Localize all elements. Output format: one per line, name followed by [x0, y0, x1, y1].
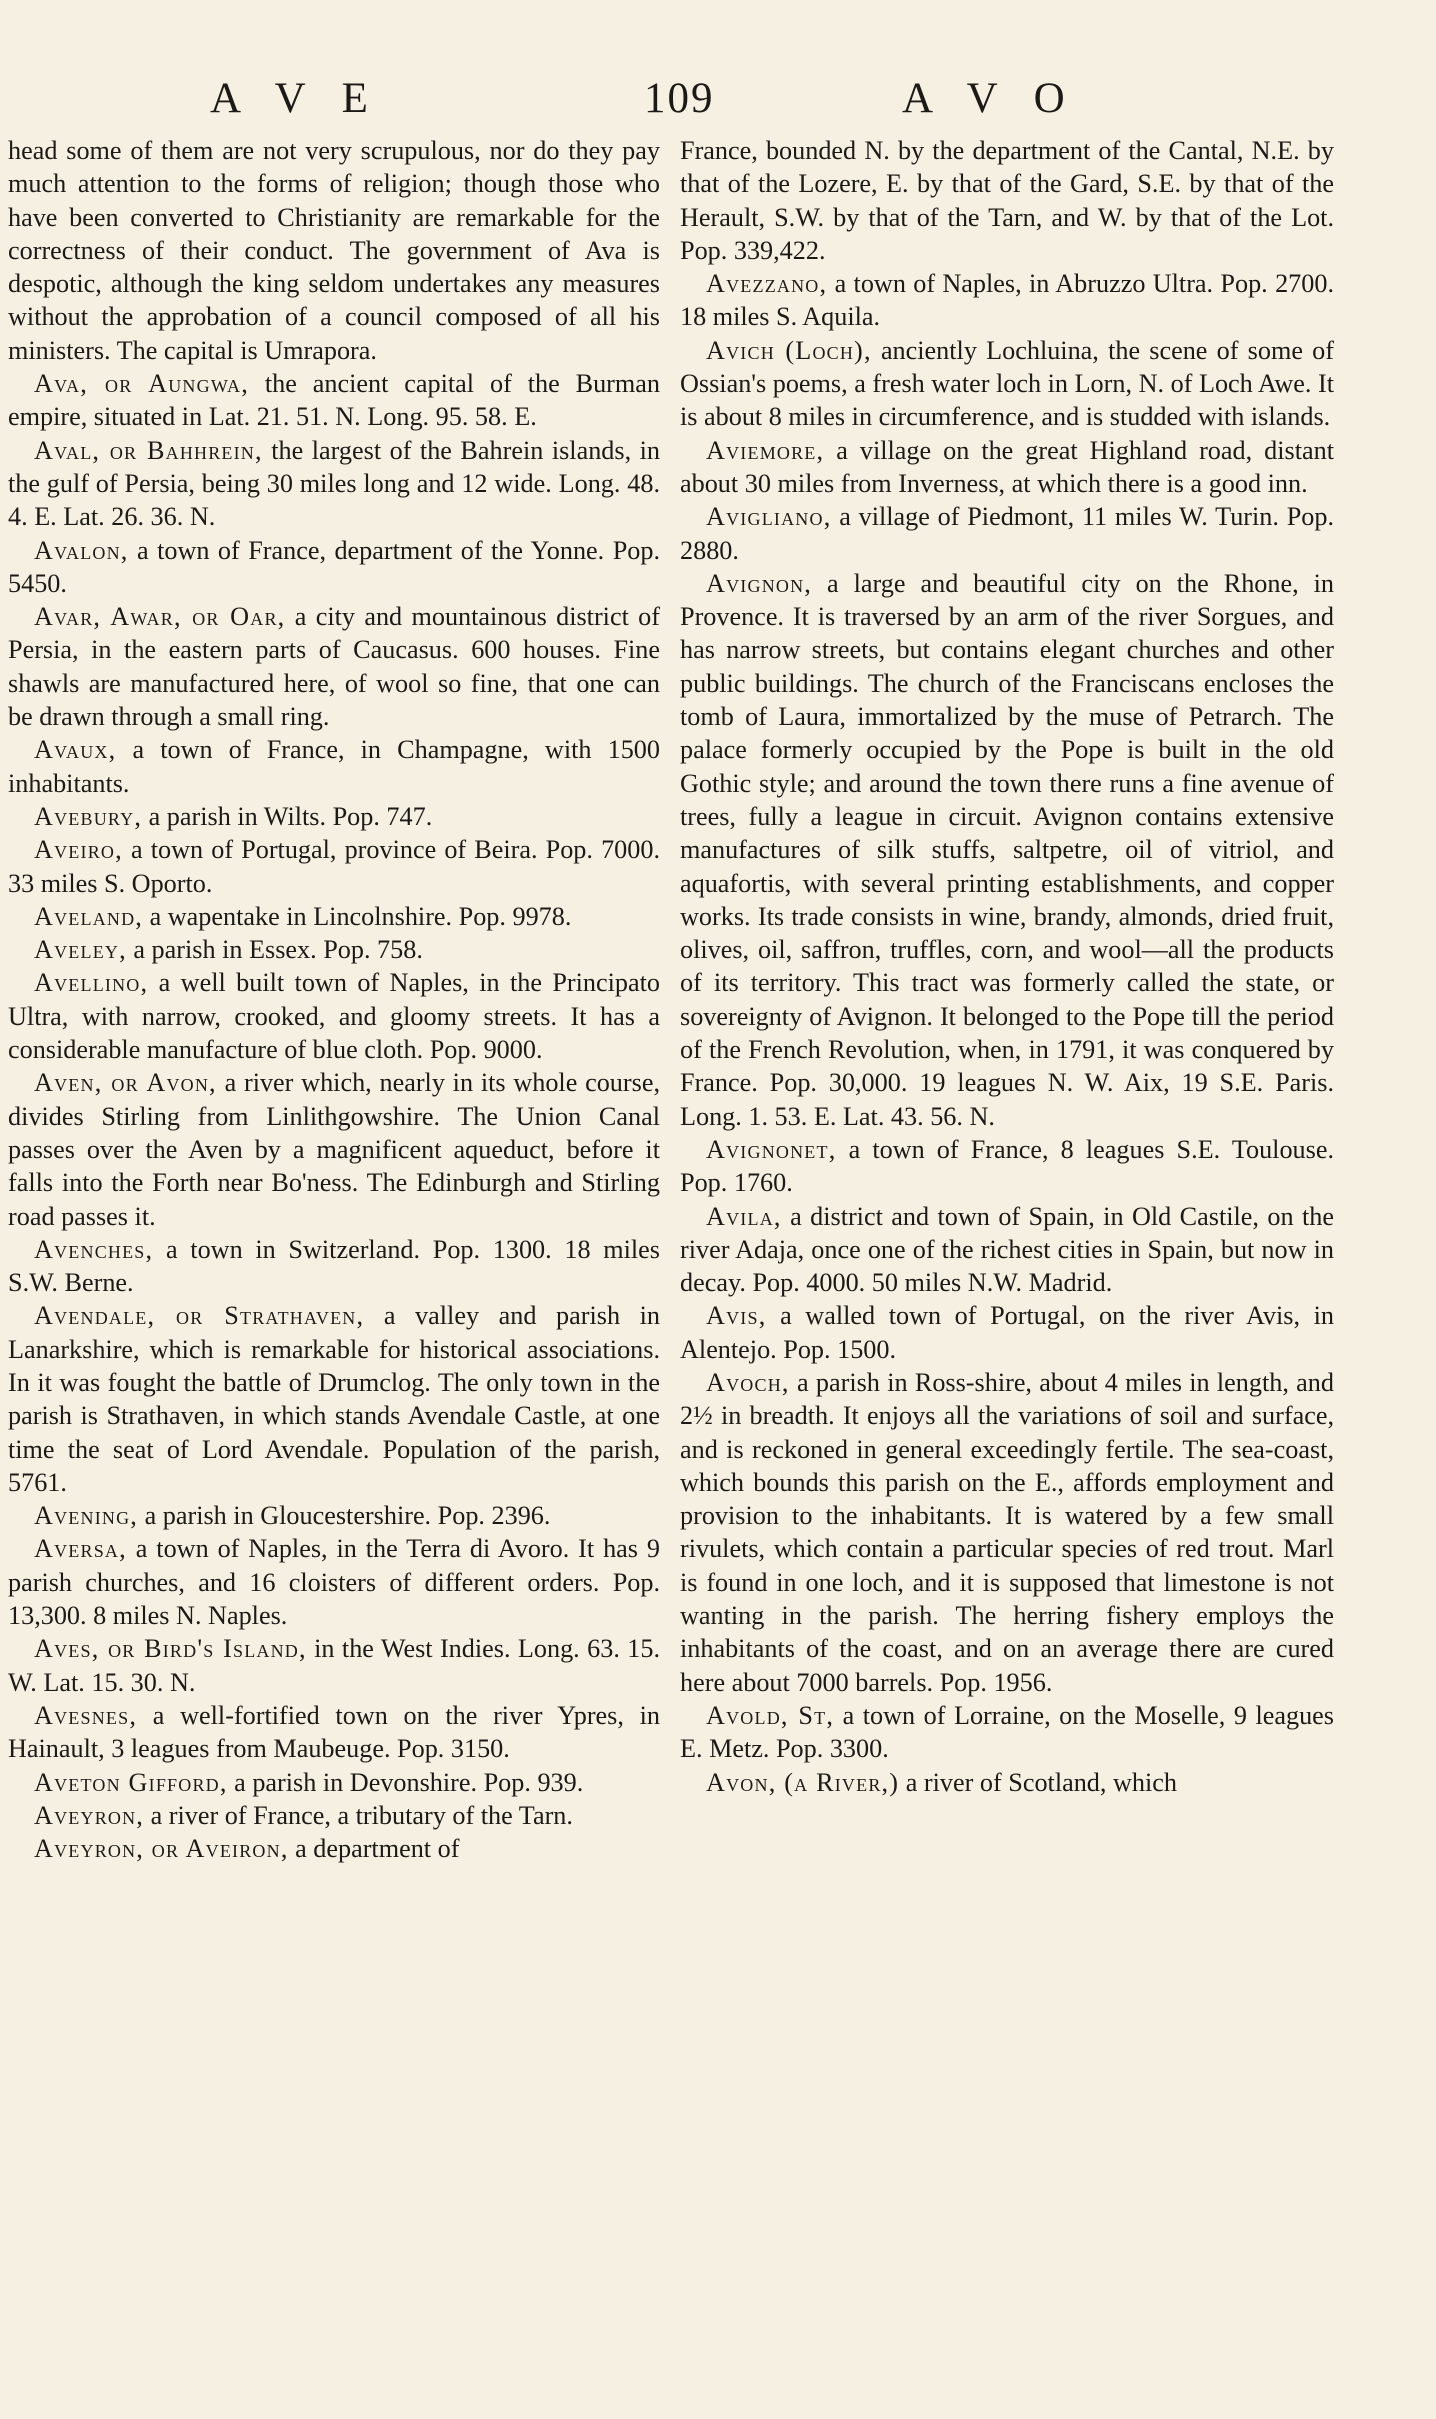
entry-text: a town of Naples, in the Terra di Avoro. It has 9 parish churches, and 16 cloisters of different orders. Pop. 13,300. 8 miles N. Naples. [8, 1534, 660, 1631]
entry-text: a village of Piedmont, 11 miles W. Turin. Pop. 2880. [680, 502, 1334, 565]
entry-headword: Avila, [706, 1201, 782, 1231]
running-header [0, 74, 1436, 134]
gazetteer-entry [8, 1299, 660, 1499]
gazetteer-entry [680, 1766, 1334, 1799]
entry-headword: Aversa, [34, 1534, 127, 1564]
entry-headword: Aveyron, [34, 1800, 145, 1830]
entry-text: a walled town of Portugal, on the river Avis, in Alentejo. Pop. 1500. [680, 1301, 1334, 1364]
entry-headword: Avellino, [34, 968, 149, 998]
entry-headword: Avesnes, [34, 1700, 138, 1730]
gazetteer-entry [8, 434, 660, 534]
gazetteer-entry [8, 1632, 660, 1699]
entry-text: a department of [288, 1834, 460, 1864]
entry-headword: Aveton Gifford, [34, 1767, 228, 1797]
page-number: 109 [644, 75, 715, 122]
entry-headword: Aveyron, or Aveiron, [34, 1834, 289, 1864]
entry-text: the ancient capital of the Burman empire, situated in Lat. 21. 51. N. Long. 95. 58. E. [8, 369, 660, 432]
gazetteer-entry [680, 1299, 1334, 1366]
entry-headword: Aval, or Bahhrein, [34, 435, 263, 465]
entry-headword: Ava, or Aungwa, [34, 369, 249, 399]
entry-headword: Avold, St, [706, 1700, 835, 1730]
entry-text: the largest of the Bahrein islands, in the gulf of Persia, being 30 miles long and 12 wide. Long. 48. 4. E. Lat. 26. 36. N. [8, 435, 660, 532]
left-column [8, 134, 660, 1865]
entry-text: a well built town of Naples, in the Principato Ultra, with narrow, crooked, and gloomy streets. It has a considerable manufacture of blue cloth. Pop. 9000. [8, 968, 660, 1065]
entry-text: a parish in Devonshire. Pop. 939. [227, 1767, 584, 1797]
entry-headword: Avening, [34, 1501, 139, 1531]
entry-headword: Avignonet, [706, 1134, 837, 1164]
entry-text: anciently Lochluina, the scene of some of Ossian's poems, a fresh water loch in Lorn, N. of Loch Awe. It is about 8 miles in circumference, and is studded with islands. [680, 335, 1334, 432]
entry-headword: Avon, (a River,) [706, 1767, 900, 1797]
entry-text: a wapentake in Lincolnshire. Pop. 9978. [143, 901, 572, 931]
gazetteer-entry [8, 534, 660, 601]
gazetteer-entry [8, 800, 660, 833]
entry-text: a valley and parish in Lanarkshire, which is remarkable for historical associations. In it was fought the battle of Drumclog. The only town in the parish is Strathaven, in which stands Avendale Castle, at one time the seat of Lord Avendale. Population of the parish, 5761. [8, 1301, 661, 1497]
gazetteer-entry [680, 500, 1334, 567]
entry-headword: Aveley, [34, 935, 127, 965]
gazetteer-entry [8, 933, 660, 966]
entry-text: a town in Switzerland. Pop. 1300. 18 miles S.W. Berne. [8, 1234, 660, 1298]
entry-text: a village on the great Highland road, distant about 30 miles from Inverness, at which there is a good inn. [680, 435, 1334, 498]
entry-text: a parish in Wilts. Pop. 747. [142, 801, 433, 831]
gazetteer-entry [680, 567, 1334, 1133]
gazetteer-entry [680, 434, 1334, 501]
gazetteer-entry [8, 1799, 660, 1832]
entry-headword: Avigliano, [706, 502, 832, 532]
gazetteer-entry [680, 1133, 1334, 1200]
right-column [680, 134, 1334, 1799]
entry-text: a town of France, in Champagne, with 1500 inhabitants. [8, 735, 660, 798]
gazetteer-entry [8, 1766, 660, 1799]
gazetteer-entry [680, 267, 1334, 334]
gazetteer-entry [8, 1832, 660, 1865]
entry-headword: Avis, [706, 1301, 767, 1331]
entry-text: head some of them are not very scrupulous, nor do they pay much attention to the forms of religion; though those who have been converted to Christianity are remarkable for the correctness of their conduct. The government of Ava is despotic, although the king seldom undertakes any measures without the approbation of a council composed of all his ministers. The capital is Umrapora. [8, 136, 660, 365]
entry-text: a town of Naples, in Abruzzo Ultra. Pop. 2700. 18 miles S. Aquila. [680, 269, 1334, 332]
entry-headword: Avaux, [34, 735, 117, 765]
entry-headword: Aveiro, [34, 835, 123, 865]
gazetteer-entry [8, 367, 660, 434]
entry-headword: Avebury, [34, 801, 143, 831]
header-right-guide-word: A V O [902, 75, 1067, 122]
gazetteer-entry [8, 1699, 660, 1766]
gazetteer-entry [8, 733, 660, 800]
entry-text: a river which, nearly in its whole course, divides Stirling from Linlithgowshire. The Union Canal passes over the Aven by a magnificent aqueduct, before it falls into the Forth near Bo'ness. The Edinburgh and Stirling road passes it. [8, 1068, 660, 1231]
entry-text: a well-fortified town on the river Ypres, in Hainault, 3 leagues from Maubeuge. Pop. 3150. [8, 1700, 660, 1764]
entry-text: a parish in Essex. Pop. 758. [126, 935, 423, 965]
gazetteer-entry [680, 1699, 1334, 1766]
entry-headword: Avenches, [34, 1234, 154, 1264]
gazetteer-entry [8, 1532, 660, 1632]
gazetteer-entry [8, 1066, 660, 1232]
entry-text: a town of France, department of the Yonne. Pop. 5450. [8, 535, 660, 598]
entry-headword: Avar, Awar, or Oar, [34, 602, 286, 632]
entry-text: a river of Scotland, which [899, 1767, 1177, 1797]
entry-text: a large and beautiful city on the Rhone, in Provence. It is traversed by an arm of the river Sorgues, and has narrow streets, but contains elegant churches and other public buildings. The church of the Franciscans encloses the tomb of Laura, immortalized by the muse of Petrarch. The palace formerly occupied by the Pope is built in the old Gothic style; and around the town there runs a fine avenue of trees, fully a league in circuit. Avignon contains extensive manufactures of silk stuffs, saltpetre, oil of vitriol, and aquafortis, with several printing establishments, and copper works. Its trade consists in wine, brandy, almonds, dried fruit, olives, oil, saffron, truffles, corn, and wool—all the products of its territory. This tract was formerly called the state, or sovereignty of Avignon. It belonged to the Pope till the period of the French Revolution, when, in 1791, it was conquered by France. Pop. 30,000. 19 leagues N. W. Aix, 19 S.E. Paris. Long. 1. 53. E. Lat. 43. 56. N. [680, 568, 1334, 1131]
entry-headword: Avoch, [706, 1367, 790, 1397]
entry-headword: Avalon, [34, 535, 129, 565]
header-left-guide-word: A V E [210, 75, 370, 122]
gazetteer-entry [8, 134, 660, 367]
gazetteer-entry [680, 334, 1334, 434]
entry-headword: Avich (Loch), [706, 335, 872, 365]
gazetteer-entry [680, 1200, 1334, 1300]
entry-text: a town of France, 8 leagues S.E. Toulouse. Pop. 1760. [680, 1134, 1334, 1198]
entry-headword: Aves, or Bird's Island, [34, 1634, 307, 1664]
entry-headword: Avendale, or Strathaven, [34, 1301, 365, 1331]
gazetteer-entry [8, 600, 660, 733]
gazetteer-entry [8, 966, 660, 1066]
gazetteer-entry [680, 1366, 1334, 1699]
gazetteer-entry [8, 833, 660, 900]
entry-headword: Aveland, [34, 901, 144, 931]
entry-text: France, bounded N. by the department of the Cantal, N.E. by that of the Lozere, E. by that of the Gard, S.E. by that of the Herault, S.W. by that of the Tarn, and W. by that of the Lot. Pop. 339,422. [680, 136, 1334, 265]
entry-text: a town of Lorraine, on the Moselle, 9 leagues E. Metz. Pop. 3300. [680, 1700, 1334, 1764]
gazetteer-entry [8, 900, 660, 933]
entry-text: a parish in Gloucestershire. Pop. 2396. [138, 1501, 551, 1531]
entry-headword: Avezzano, [706, 269, 828, 299]
entry-text: a parish in Ross-shire, about 4 miles in length, and 2½ in breadth. It enjoys all the variations of soil and surface, and is reckoned in general exceedingly fertile. The sea-coast, which bounds this parish on the E., affords employment and provision to the inhabitants. It is watered by a few small rivulets, which contain a particular species of red trout. Marl is found in one loch, and it is supposed that limestone is not wanting in the parish. The herring fishery employs the inhabitants of the coast, and on an average there are cured here about 7000 barrels. Pop. 1956. [680, 1367, 1334, 1697]
gazetteer-entry [8, 1233, 660, 1300]
entry-text: a district and town of Spain, in Old Castile, on the river Adaja, once one of the richest cities in Spain, but now in decay. Pop. 4000. 50 miles N.W. Madrid. [680, 1201, 1334, 1298]
gazetteer-entry [8, 1499, 660, 1532]
entry-headword: Aven, or Avon, [34, 1068, 217, 1098]
entry-text: a city and mountainous district of Persia, in the eastern parts of Caucasus. 600 houses. Fine shawls are manufactured here, of wool so fine, that one can be drawn through a small ring. [8, 602, 660, 732]
entry-text: a town of Portugal, province of Beira. Pop. 7000. 33 miles S. Oporto. [8, 835, 660, 898]
entry-headword: Aviemore, [706, 435, 825, 465]
entry-text: in the West Indies. Long. 63. 15. W. Lat. 15. 30. N. [8, 1634, 660, 1697]
gazetteer-entry [680, 134, 1334, 267]
entry-headword: Avignon, [706, 568, 813, 598]
entry-text: a river of France, a tributary of the Tarn. [144, 1800, 573, 1830]
